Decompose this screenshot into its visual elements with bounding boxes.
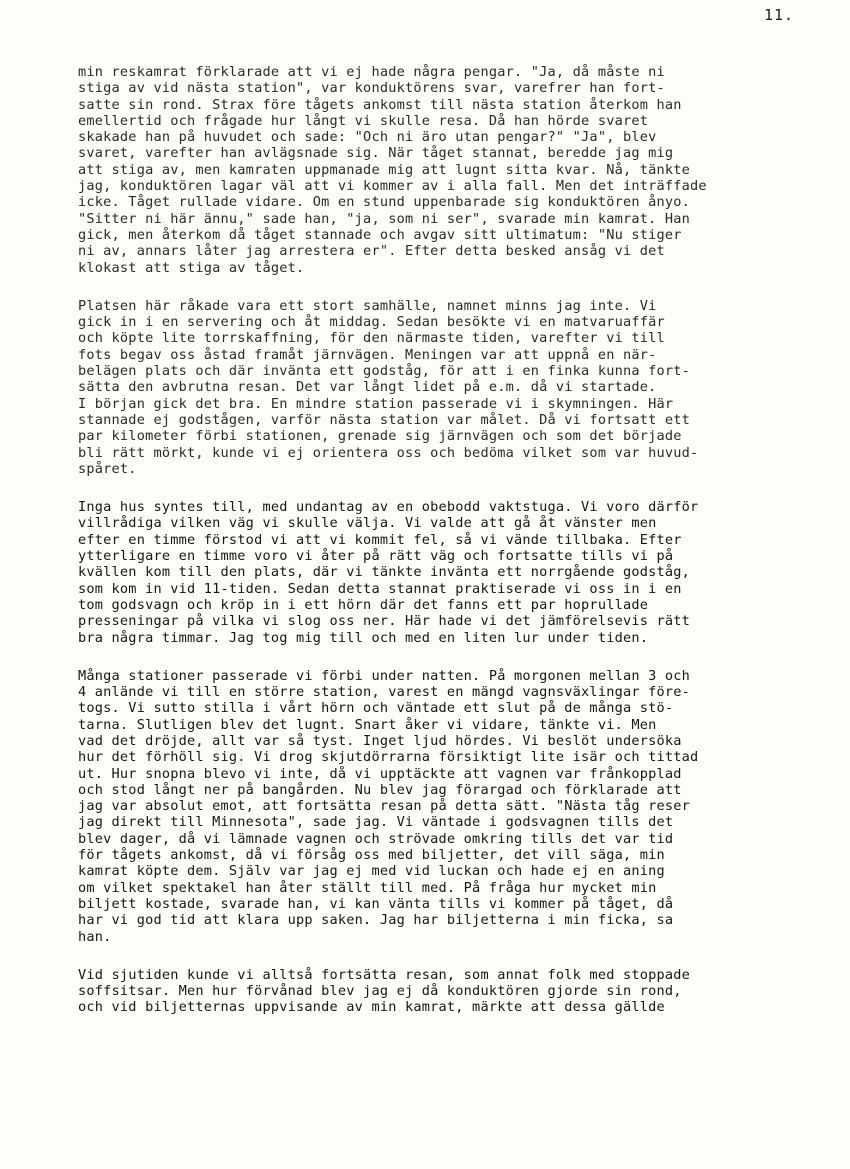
text-line: som kom in vid 11-tiden. Sedan detta stannat praktiserade vi oss in i en	[78, 580, 682, 597]
text-line: stiga av vid nästa station", var konduktörens svar, varefrer han fort-	[78, 80, 665, 97]
text-line: tarna. Slutligen blev det lugnt. Snart åker vi vidare, tänkte vi. Men	[78, 716, 657, 733]
text-line: I början gick det bra. En mindre station passerade vi i skymningen. Här	[78, 395, 674, 412]
text-line: efter en timme förstod vi att vi kommit fel, så vi vände tillbaka. Efter	[78, 531, 682, 548]
text-line: har vi god tid att klara upp saken. Jag har biljetterna i min ficka, sa	[78, 912, 674, 929]
text-line: för tågets ankomst, då vi försåg oss med biljetter, det vill säga, min	[78, 847, 665, 864]
text-line: bra några timmar. Jag tog mig till och med en liten lur under tiden.	[78, 629, 649, 646]
text-line: Vid sjutiden kunde vi alltså fortsätta resan, som annat folk med stoppade	[78, 966, 691, 983]
text-line: jag var absolut emot, att fortsätta resan på detta sätt. "Nästa tåg reser	[78, 798, 691, 815]
text-line: togs. Vi sutto stilla i vårt hörn och väntade ett slut på de många stö-	[78, 700, 674, 717]
text-line: bli rätt mörkt, kunde vi ej orientera oss och bedöma vilket som var huvud-	[78, 444, 699, 461]
paragraph	[78, 967, 840, 1016]
text-line: "Sitter ni här ännu," sade han, "ja, som ni ser", svarade min kamrat. Han	[78, 210, 691, 227]
text-line: belägen plats och där invänta ett godståg, för att i en finka kunna fort-	[78, 363, 691, 380]
text-line: gick in i en servering och åt middag. Sedan besökte vi en matvaruaffär	[78, 314, 665, 331]
text-line: icke. Tåget rullade vidare. Om en stund uppenbarade sig konduktören ånyo.	[78, 194, 691, 211]
text-line: par kilometer förbi stationen, grenade sig järnvägen och som det började	[78, 428, 682, 445]
body-text	[78, 64, 840, 1038]
text-line: kamrat köpte dem. Själv var jag ej med vid luckan och hade ej en aning	[78, 863, 665, 880]
text-line: presseningar på vilka vi slog oss ner. Här hade vi det jämförelsevis rätt	[78, 613, 691, 630]
paragraph	[78, 668, 840, 945]
text-line: om vilket spektakel han åter ställt till med. På fråga hur mycket min	[78, 879, 657, 896]
text-line: stannade ej godstågen, varför nästa station var målet. Då vi fortsatt ett	[78, 411, 691, 428]
text-line: 4 anlände vi till en större station, varest en mängd vagnsväxlingar före-	[78, 684, 691, 701]
text-line: kvällen kom till den plats, där vi tänkte invänta ett norrgående godståg,	[78, 564, 691, 581]
text-line: fots begav oss åstad framåt järnvägen. Meningen var att uppnå en när-	[78, 346, 657, 363]
paragraph	[78, 64, 840, 276]
text-line: sätta den avbrutna resan. Det var långt lidet på e.m. då vi startade.	[78, 379, 657, 396]
text-line: svaret, varefter han avlägsnade sig. När tåget stannat, beredde jag mig	[78, 145, 674, 162]
text-line: Inga hus syntes till, med undantag av en obebodd vaktstuga. Vi voro därför	[78, 499, 699, 516]
text-line: jag direkt till Minnesota", sade jag. Vi väntade i godsvagnen tills det	[78, 814, 674, 831]
text-line: gick, men återkom då tåget stannade och avgav sitt ultimatum: "Nu stiger	[78, 226, 682, 243]
text-line: soffsitsar. Men hur förvånad blev jag ej då konduktören gjorde sin rond,	[78, 983, 682, 1000]
text-line: ni av, annars låter jag arrestera er". Efter detta besked ansåg vi det	[78, 243, 665, 260]
text-line: och vid biljetternas uppvisande av min kamrat, märkte att dessa gällde	[78, 999, 665, 1016]
text-line: spåret.	[78, 460, 137, 477]
text-line: jag, konduktören lagar väl att vi kommer av i alla fall. Men det inträffade	[78, 178, 707, 195]
text-line: emellertid och frågade hur långt vi skulle resa. Då han hörde svaret	[78, 112, 649, 129]
page-number: 11.	[764, 6, 795, 24]
text-line: villrådiga vilken väg vi skulle välja. Vi valde att gå åt vänster men	[78, 515, 657, 532]
text-line: ut. Hur snopna blevo vi inte, då vi upptäckte att vagnen var frånkopplad	[78, 765, 682, 782]
text-line: vad det dröjde, allt var så tyst. Inget ljud hördes. Vi beslöt undersöka	[78, 732, 682, 749]
text-line: och köpte lite torrskaffning, för den närmaste tiden, varefter vi till	[78, 330, 665, 347]
text-line: och stod långt ner på bangården. Nu blev jag förargad och förklarade att	[78, 781, 682, 798]
text-line: biljett kostade, svarade han, vi kan vänta tills vi kommer på tåget, då	[78, 895, 674, 912]
text-line: klokast att stiga av tåget.	[78, 259, 305, 276]
text-line: satte sin rond. Strax före tågets ankomst till nästa station återkom han	[78, 96, 682, 113]
text-line: ytterligare en timme voro vi åter på rätt väg och fortsatte tills vi på	[78, 548, 674, 565]
text-line: Många stationer passerade vi förbi under natten. På morgonen mellan 3 och	[78, 667, 691, 684]
text-line: Platsen här råkade vara ett stort samhälle, namnet minns jag inte. Vi	[78, 297, 657, 314]
text-line: han.	[78, 928, 112, 945]
text-line: blev dager, då vi lämnade vagnen och strövade omkring tills det var tid	[78, 830, 674, 847]
text-line: att stiga av, men kamraten uppmanade mig att lugnt sitta kvar. Nå, tänkte	[78, 161, 691, 178]
text-line: tom godsvagn och kröp in i ett hörn där det fanns ett par hoprullade	[78, 596, 649, 613]
text-line: hur det förhöll sig. Vi drog skjutdörrarna försiktigt lite isär och tittad	[78, 749, 699, 766]
paragraph	[78, 298, 840, 477]
text-line: skakade han på huvudet och sade: "Och ni äro utan pengar?" "Ja", blev	[78, 129, 657, 146]
paragraph	[78, 499, 840, 646]
text-line: min reskamrat förklarade att vi ej hade några pengar. "Ja, då måste ni	[78, 64, 665, 80]
